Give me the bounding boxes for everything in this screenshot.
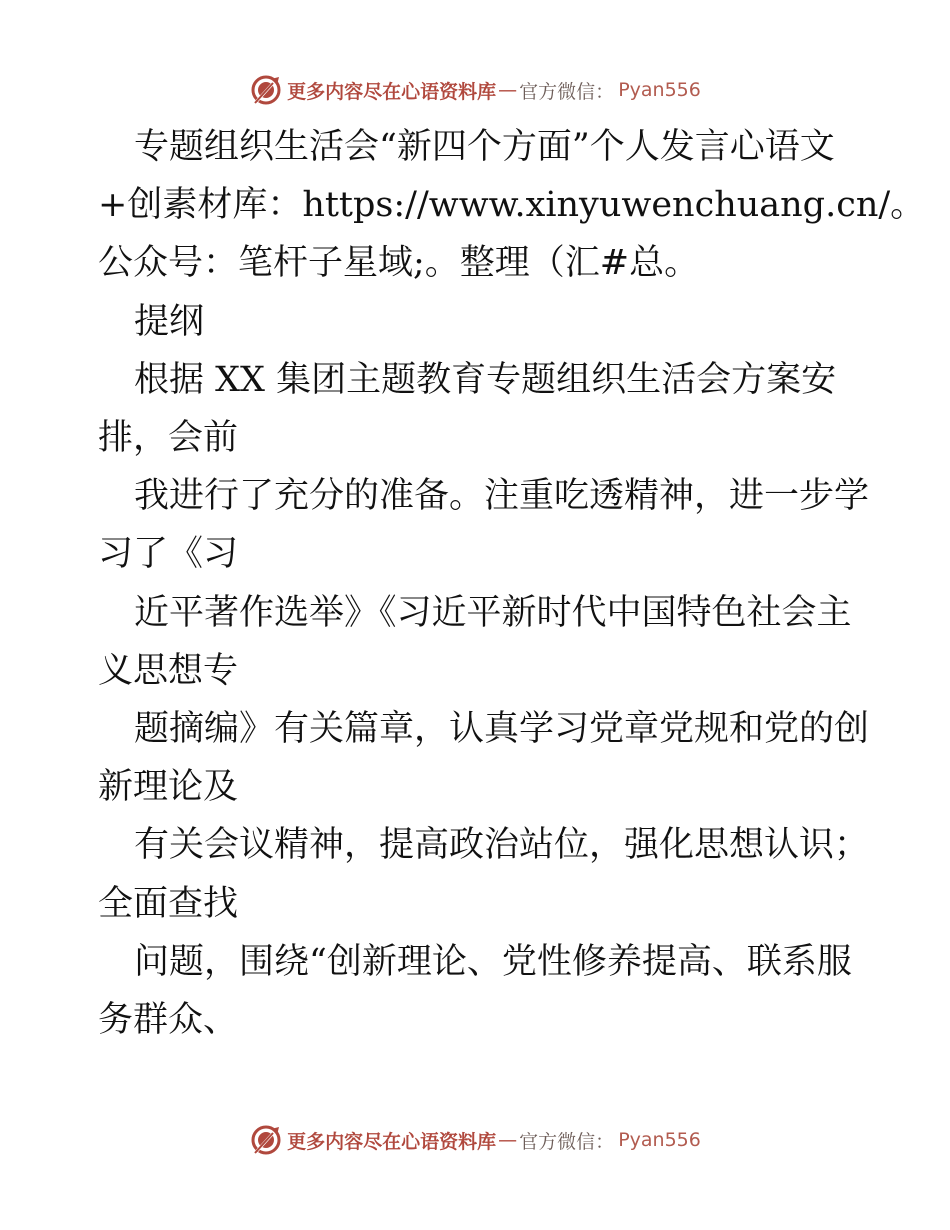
header-watermark-banner [0,70,950,110]
body-line: 义思想专 [98,650,239,691]
quill-logo-icon [249,1123,283,1157]
body-line: +创素材库：https://www.xinyuwenchuang.cn/。 [98,185,926,226]
body-line: 全面查找 [98,883,239,924]
banner-brand-text: 更多内容尽在心语资料库 [287,80,497,103]
body-line: 专题组织生活会“新四个方面”个人发言心语文 [134,127,835,167]
body-line: 近平著作选举》《习近平新时代中国特色社会主 [134,592,852,633]
document-body [98,118,926,1049]
body-line: 问题，围绕“创新理论、党性修养提高、联系服 [134,941,852,982]
body-line: 排，会前 [98,418,239,459]
banner-wechat-id: Pyan556 [618,79,701,101]
banner-separator: — [498,1129,518,1151]
body-line: 公众号：笔杆子星域;。整理（汇#总。 [98,243,700,284]
body-line: 根据 XX 集团主题教育专题组织生活会方案安 [134,359,837,400]
body-line: 我进行了充分的准备。注重吃透精神，进一步学 [134,476,870,517]
body-line: 有关会议精神，提高政治站位，强化思想认识； [134,825,870,866]
body-line: 新理论及 [98,767,239,808]
footer-watermark-banner [0,1120,950,1160]
body-line: 提纲 [134,301,205,342]
banner-separator: — [498,79,518,101]
banner-brand-text: 更多内容尽在心语资料库 [287,1130,497,1153]
body-line: 务群众、 [98,1000,239,1041]
banner-official-label: 官方微信： [519,1130,615,1153]
body-line: 题摘编》有关篇章，认真学习党章党规和党的创 [134,709,870,750]
banner-official-label: 官方微信： [519,80,615,103]
banner-wechat-id: Pyan556 [618,1129,701,1151]
quill-logo-icon [249,73,283,107]
body-line: 习了《习 [98,534,239,575]
